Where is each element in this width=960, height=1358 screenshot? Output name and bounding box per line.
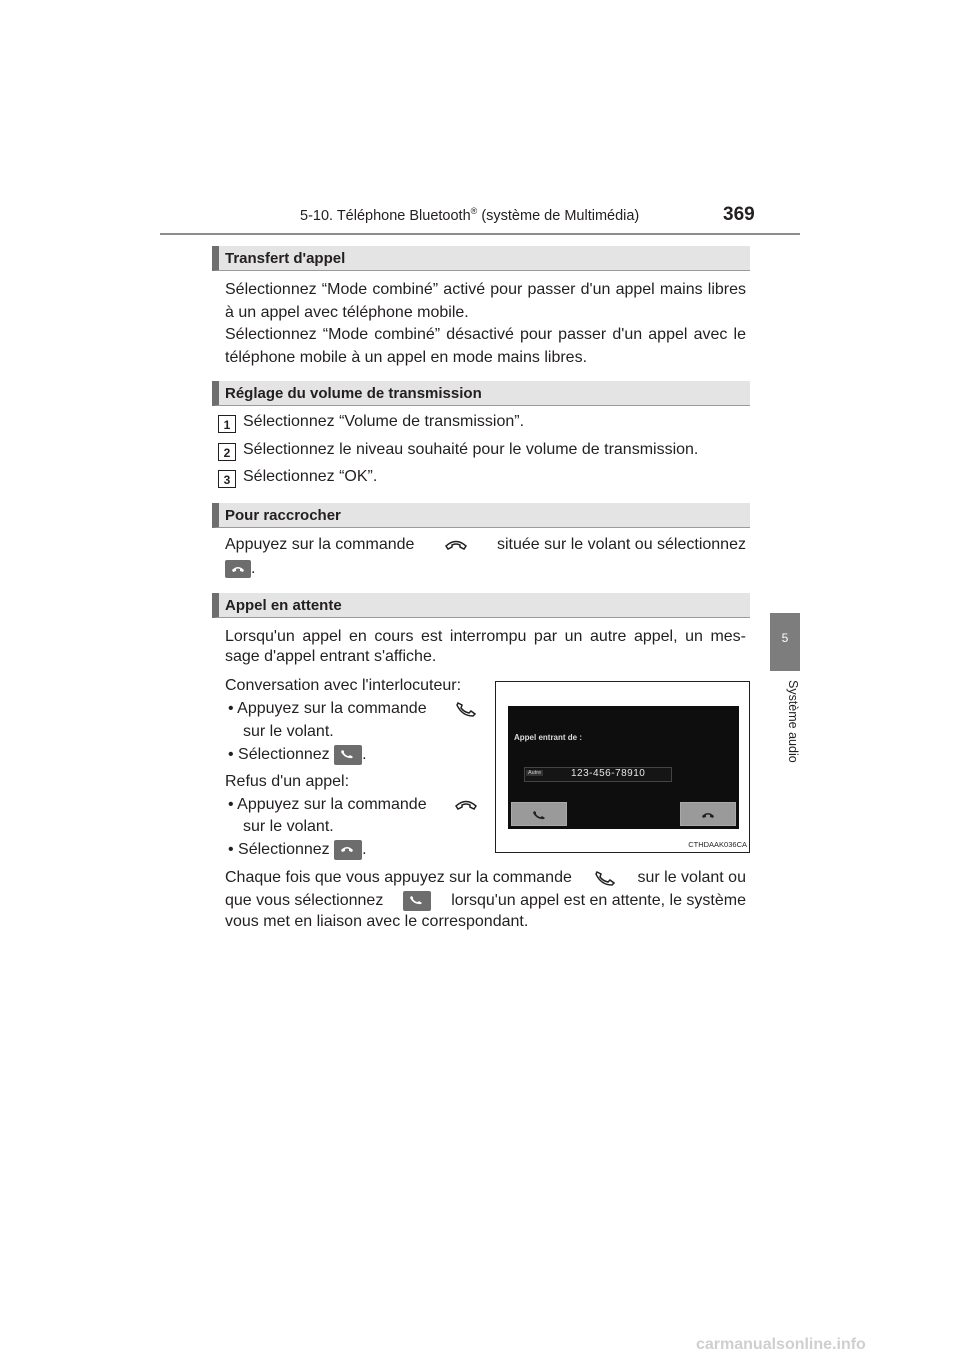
caller-number: 123-456-78910: [571, 768, 646, 779]
answer-button[interactable]: [511, 802, 567, 826]
hang-up-wheel-icon: [454, 797, 478, 813]
answer-wheel-icon: [593, 870, 617, 886]
paragraph-attente-intro-2: sage d'appel entrant s'affiche.: [225, 648, 437, 665]
step-text: Sélectionnez “OK”.: [243, 468, 378, 485]
refus-bullet-2: • Sélectionnez .: [228, 841, 367, 859]
screen-title: Appel entrant de :: [514, 733, 583, 742]
hang-up-button-icon: [334, 840, 362, 860]
incoming-call-figure: [495, 681, 750, 853]
section-heading-transfert: Transfert d'appel: [212, 246, 750, 271]
section-heading-attente: Appel en attente: [212, 593, 750, 618]
figure-code: CTHDAAK036CA: [688, 840, 747, 849]
page-number: 369: [723, 204, 755, 225]
refus-label: Refus d'un appel:: [225, 773, 350, 790]
answer-button-icon: [334, 745, 362, 765]
conversation-bullet-1-cont: sur le volant.: [243, 723, 334, 740]
conversation-bullet-2: • Sélectionnez .: [228, 746, 367, 764]
hang-up-button-icon: [225, 560, 251, 578]
chapter-label: Système audio: [786, 680, 800, 763]
caller-tag: Autre: [528, 770, 542, 776]
caller-field: [524, 767, 672, 782]
hang-up-line: .: [225, 560, 255, 578]
paragraph-attente-intro-1: Lorsqu'un appel en cours est interrompu par un autre appel, un mes-: [225, 628, 746, 645]
step-text: Sélectionnez “Volume de transmission”.: [243, 413, 525, 430]
incoming-call-screen: [508, 706, 739, 829]
decline-button[interactable]: [680, 802, 736, 826]
final-line-2: que vous sélectionnez lorsqu'un appel est en attente, le système: [225, 892, 746, 909]
final-line-3: vous met en liaison avec le correspondant.: [225, 913, 529, 930]
watermark: carmanualsonline.info: [696, 1336, 866, 1353]
step-number: 1: [218, 415, 236, 433]
section-heading-raccrocher: Pour raccrocher: [212, 503, 750, 528]
answer-phone-icon: [532, 810, 546, 820]
header-rule: [160, 233, 800, 235]
conversation-bullet-1: • Appuyez sur la commande: [228, 700, 478, 718]
final-line-1: Chaque fois que vous appuyez sur la commande sur le volant ou: [225, 869, 746, 886]
section-heading-volume: Réglage du volume de transmission: [212, 381, 750, 406]
hang-up-wheel-icon: [444, 537, 468, 553]
answer-button-icon: [403, 891, 431, 911]
step-number: 3: [218, 470, 236, 488]
step-number: 2: [218, 443, 236, 461]
page-header-title: 5-10. Téléphone Bluetooth® (système de Multimédia): [300, 206, 640, 224]
step-3: [218, 468, 378, 488]
refus-bullet-1: • Appuyez sur la commande: [228, 796, 478, 814]
step-1: [218, 413, 525, 433]
refus-bullet-1-cont: sur le volant.: [243, 818, 334, 835]
paragraph-transfert-1: Sélectionnez “Mode combiné” activé pour passer d'un appel mains libres à un appel avec téléphone mobile.: [225, 281, 746, 321]
paragraph-transfert-2: Sélectionnez “Mode combiné” désactivé pour passer d'un appel avec le téléphone mobile à un appel en mode mains libres.: [225, 326, 746, 366]
step-text: Sélectionnez le niveau souhaité pour le volume de transmission.: [243, 441, 699, 458]
step-2: [218, 441, 699, 461]
paragraph-raccrocher: Appuyez sur la commande située sur le volant ou sélectionnez: [225, 536, 746, 553]
hang-up-phone-icon: [701, 810, 715, 820]
chapter-tab: 5: [770, 613, 800, 671]
answer-wheel-icon: [454, 701, 478, 717]
conversation-label: Conversation avec l'interlocuteur:: [225, 677, 462, 694]
